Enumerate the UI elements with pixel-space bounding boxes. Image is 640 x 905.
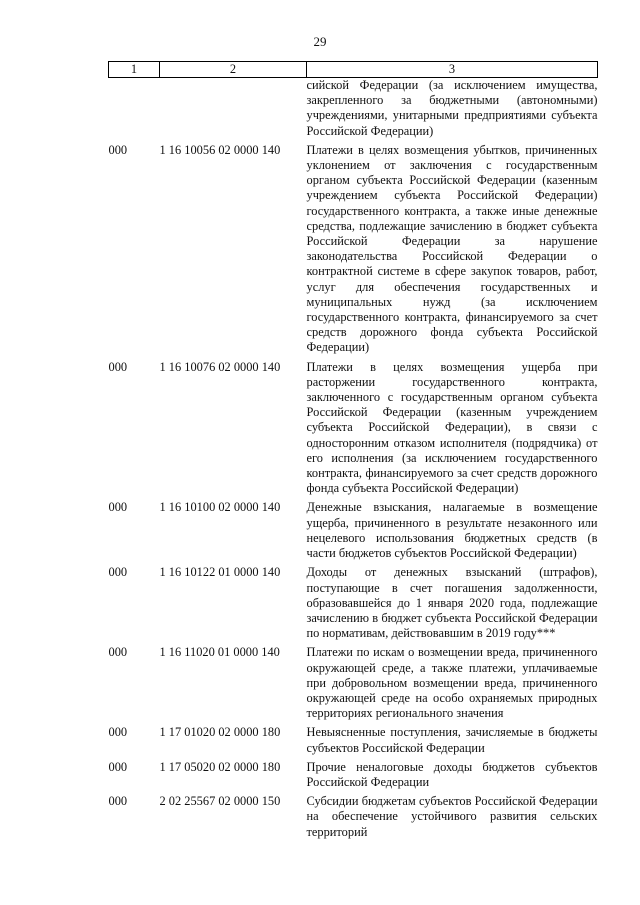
kbk-code-cell: 1 16 11020 01 0000 140 xyxy=(159,645,280,660)
description-cell: Доходы от денежных взысканий (штрафов), поступающие в счет погашения задолженности, образовавшейся до 1 января 2020 года, подлежащие зачислению в бюджет субъекта Российской Федерации по нормативам, действовавшим в 2019 году*** xyxy=(306,565,598,641)
column-header-kbk: 2 xyxy=(160,62,307,78)
description-cell: Платежи в целях возмещения ущерба при расторжении государственного контракта, заключенного с государственным органом субъекта Российской Федерации (казенным учреждением субъекта Российской Федерации), в связи с односторонним отказом исполнителя (подрядчика) от его исполнения (за исключением государственного контракта, финансируемого за счет средств дорожного фонда субъекта Российской Федерации) xyxy=(306,359,598,496)
description-cell: сийской Федерации (за исключением имущества, закрепленного за бюджетными (автономными) учреждениями, унитарными предприятиями субъекта Российской Федерации) xyxy=(306,78,598,138)
table-row xyxy=(109,645,598,721)
table-row xyxy=(109,78,598,139)
admin-code-cell: 000 xyxy=(108,794,128,809)
column-header-description: 3 xyxy=(307,62,598,78)
admin-code-cell: 000 xyxy=(108,759,128,774)
description-cell: Субсидии бюджетам субъектов Российской Федерации на обеспечение устойчивого развития сельских территорий xyxy=(306,794,598,839)
admin-code-cell: 000 xyxy=(108,359,128,374)
admin-code-cell: 000 xyxy=(108,645,128,660)
description-cell: Невыясненные поступления, зачисляемые в бюджеты субъектов Российской Федерации xyxy=(306,725,598,755)
kbk-code-cell: 1 16 10076 02 0000 140 xyxy=(159,359,281,374)
kbk-code-cell: 1 16 10056 02 0000 140 xyxy=(159,142,281,157)
table-row xyxy=(109,794,598,840)
table-row xyxy=(109,725,598,755)
admin-code-cell: 000 xyxy=(108,500,128,515)
admin-code-cell: 000 xyxy=(108,725,128,740)
kbk-code-cell xyxy=(160,78,307,139)
table-row xyxy=(109,760,598,790)
page-number: 29 xyxy=(313,34,327,49)
admin-code-cell: 000 xyxy=(108,142,128,157)
table-header-row xyxy=(109,62,598,78)
table-row xyxy=(109,360,598,497)
kbk-code-cell: 2 02 25567 02 0000 150 xyxy=(159,794,281,809)
description-cell: Платежи по искам о возмещении вреда, причиненного окружающей среде, а также платежи, уплачиваемые при добровольном возмещении вреда, причиненного окружающей среде на особо охраняемых природных территориях регионального значения xyxy=(306,645,598,721)
table-row xyxy=(109,143,598,356)
admin-code-cell: 000 xyxy=(108,565,128,580)
description-cell: Денежные взыскания, налагаемые в возмещение ущерба, причиненного в результате незаконного или нецелевого использования бюджетных средств (в части бюджетов субъектов Российской Федерации) xyxy=(306,500,598,561)
table-row xyxy=(109,500,598,561)
kbk-code-cell: 1 17 01020 02 0000 180 xyxy=(159,725,281,740)
kbk-code-cell: 1 17 05020 02 0000 180 xyxy=(159,759,281,774)
kbk-code-cell: 1 16 10100 02 0000 140 xyxy=(159,500,281,515)
description-cell: Платежи в целях возмещения убытков, причиненных уклонением от заключения с государственным органом субъекта Российской Федерации (казенным учреждением субъекта Российской Федерации) государственного контракта, а также иные денежные средства, подлежащие зачислению в бюджет субъекта Российской Федерации за нарушение законодательства Российской Федерации о контрактной системе в сфере закупок товаров, работ, услуг для обеспечения государственных и муниципальных нужд (за исключением государственного контракта, финансируемого за счет средств дорожного фонда субъекта Российской Федерации) xyxy=(306,142,598,355)
description-cell: Прочие неналоговые доходы бюджетов субъектов Российской Федерации xyxy=(306,759,598,789)
admin-code-cell xyxy=(109,78,160,139)
table-row xyxy=(109,565,598,641)
budget-codes-table xyxy=(108,61,598,840)
kbk-code-cell: 1 16 10122 01 0000 140 xyxy=(159,565,281,580)
column-header-admin: 1 xyxy=(109,62,160,78)
